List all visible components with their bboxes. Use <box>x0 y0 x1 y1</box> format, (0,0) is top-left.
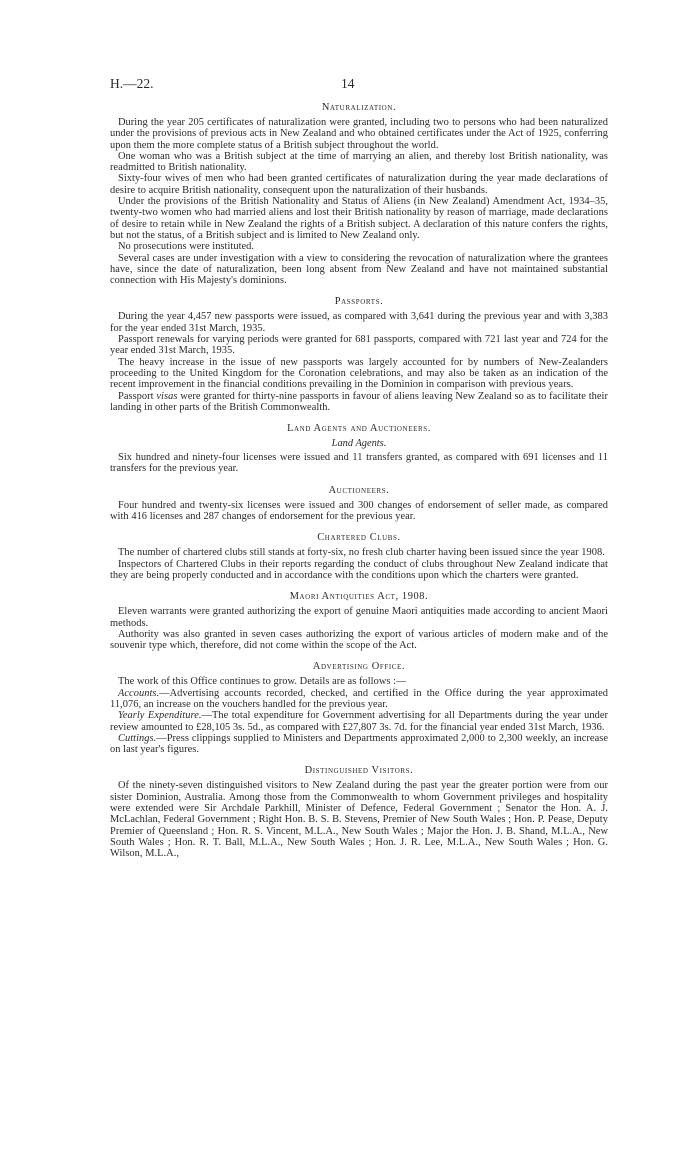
paragraph: Under the provisions of the British Nationality and Status of Aliens (in New Zealand) Amendment Act, 1934–35, twenty-two women who had married aliens and lost their British nationality by reason of marriage, made declarations of desire to retain while in New Zealand the rights of a British subject. A declaration of this nature confers the rights, but not the status, of a British subject and is limited to New Zealand only. <box>110 196 608 241</box>
heading-distinguished-visitors: Distinguished Visitors. <box>304 765 414 777</box>
italic-label: Cuttings. <box>118 732 157 744</box>
paragraph: Several cases are under investigation with a view to considering the revocation of naturalization where the grantees have, since the date of naturalization, been long absent from New Zealand and have not maintained substantial connection with His Majesty's dominions. <box>110 252 608 287</box>
italic-term: visas <box>156 390 178 402</box>
paragraph: The heavy increase in the issue of new passports was largely accounted for by numbers of New-Zealanders proceeding to the United Kingdom for the Coronation celebrations, and may also be taken as an indication of the recent improvement in the financial conditions prevailing in the Dominion in comparison with previous years. <box>110 356 608 391</box>
paragraph: Authority was also granted in seven cases authorizing the export of various articles of modern make and of the souvenir type which, therefore, did not come within the scope of the Act. <box>110 628 608 652</box>
paragraph: Six hundred and ninety-four licenses were issued and 11 transfers granted, as compared with 691 licenses and 11 transfers for the previous year. <box>110 452 608 475</box>
section-chartered-clubs <box>110 532 608 581</box>
heading-auctioneers: Auctioneers. <box>328 484 390 496</box>
paragraph <box>110 733 608 756</box>
heading-passports: Passports. <box>334 296 384 308</box>
paragraph <box>110 391 608 414</box>
heading-naturalization: Naturalization. <box>321 102 397 113</box>
page-content <box>110 102 608 860</box>
paragraph: Eleven warrants were granted authorizing the export of genuine Maori antiquities made according to ancient Maori methods. <box>110 606 608 629</box>
paragraph: The work of this Office continues to grow. Details are as follows :— <box>118 676 407 688</box>
section-maori-antiquities <box>110 591 608 651</box>
text-run: were granted for thirty-nine passports in favour of aliens leaving New Zealand so as to facilitate their landing in other parts of the British Commonwealth. <box>110 390 608 413</box>
paragraph: During the year 4,457 new passports were issued, as compared with 3,641 during the previous year and with 3,383 for the year ended 31st March, 1935. <box>110 311 608 334</box>
section-advertising <box>110 661 608 755</box>
paragraph: The number of chartered clubs still stands at forty-six, no fresh club charter having been issued since the year 1908. <box>118 547 605 559</box>
subheading-land-agents: Land Agents. <box>331 438 387 450</box>
paragraph: One woman who was a British subject at the time of marrying an alien, and thereby lost British nationality, was readmitted to British nationality. <box>110 150 608 174</box>
paragraph: Of the ninety-seven distinguished visitors to New Zealand during the past year the greater portion were from our sister Dominion, Australia. Among those from the Commonwealth to whom Government privileges and hospitality were extended were Sir Archdale Parkhill, Minister of Defence, Federal Government ; Senator the Hon. A. J. McLachlan, Federal Government ; Right Hon. B. S. B. Stevens, Premier of New South Wales ; Hon. P. Pease, Deputy Premier of Queensland ; Hon. R. S. Vincent, M.L.A., New South Wales ; Major the Hon. J. B. Shand, M.L.A., New South Wales ; Hon. R. T. Ball, M.L.A., New South Wales ; Hon. J. R. Lee, M.L.A., New South Wales ; Hon. G. Wilson, M.L.A., <box>110 780 608 860</box>
paragraph: No prosecutions were instituted. <box>118 241 255 253</box>
section-land-agents <box>110 423 608 475</box>
heading-land-agents: Land Agents and Auctioneers. <box>287 423 431 435</box>
paragraph: Four hundred and twenty-six licenses were issued and 300 changes of endorsement of seller made, as compared with 416 licenses and 287 changes of endorsement for the previous year. <box>110 499 608 523</box>
text-run: Passport <box>118 390 157 402</box>
italic-label: Accounts. <box>118 687 160 699</box>
page-number: 14 <box>341 76 355 91</box>
paragraph: Sixty-four wives of men who had been granted certificates of naturalization during the year made declarations of desire to acquire British nationality, consequent upon the naturalization of their husbands. <box>110 173 608 196</box>
text-run: —Advertising accounts recorded, checked, and certified in the Office during the year approximated 11,076, an increase on the vouchers handled for the previous year. <box>110 687 608 710</box>
paragraph <box>110 688 608 711</box>
heading-advertising: Advertising Office. <box>312 661 406 673</box>
paragraph <box>110 710 608 733</box>
text-run: —Press clippings supplied to Ministers and Departments approximated 2,000 to 2,300 weekly, an increase on last year's figures. <box>110 732 608 756</box>
section-distinguished-visitors <box>110 765 608 859</box>
paragraph: Passport renewals for varying periods were granted for 681 passports, compared with 721 last year and 724 for the year ended 31st March, 1935. <box>110 334 608 357</box>
section-auctioneers <box>110 485 608 523</box>
text-run: —The total expenditure for Government advertising for all Departments during the year under review amounted to £28,105 3s. 5d., as compared with £27,807 3s. 7d. for the financial year ended 31st March, 1936. <box>110 710 609 733</box>
page-header <box>110 76 605 98</box>
section-passports <box>110 296 608 413</box>
italic-label: Yearly Expenditure. <box>118 710 202 722</box>
section-naturalization <box>110 102 608 286</box>
heading-maori-antiquities: Maori Antiquities Act, 1908. <box>289 591 429 603</box>
paragraph: Inspectors of Chartered Clubs in their reports regarding the conduct of clubs throughout New Zealand indicate that they are being properly conducted and in accordance with the conditions upon which the charters were granted. <box>110 558 608 581</box>
heading-chartered-clubs: Chartered Clubs. <box>317 532 401 544</box>
report-reference: H.—22. <box>110 76 154 91</box>
paragraph: During the year 205 certificates of naturalization were granted, including two to persons who had been naturalized under the provisions of previous acts in New Zealand and who obtained certificates under the Act of 1925, conferring upon them the more complete status of a British subject throughout the world. <box>110 117 608 151</box>
